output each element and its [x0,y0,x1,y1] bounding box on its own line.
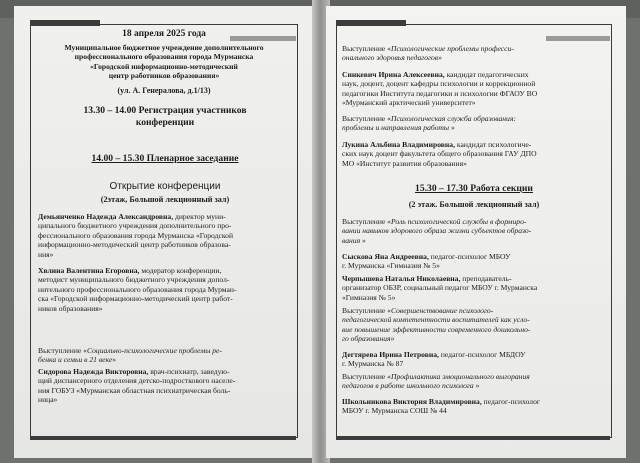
speaker-details: кандидат педагогических [444,70,529,79]
speaker-details: г. Мурманска № 87 [342,359,404,369]
speaker-details: «Мурманский арктический университет» [342,98,476,108]
talk-suffix: » [438,53,442,63]
speaker-details: педагог-психолог МБДОУ [438,350,526,359]
talk-title: Психологические проблемы професси- [390,44,514,53]
talk-prefix: Выступление « [342,306,391,315]
speaker-details: ских наук доцент факультета общего образования ГАУ ДПО [342,149,537,159]
talk-title: бенка и семьи в 21 веке [38,355,113,365]
speaker-name: Хвлина Валентина Егоровна, [38,266,140,275]
speaker-name: Сыскова Яна Андреевна, [342,252,429,261]
organizer-block [44,43,284,81]
talk-title: Роль психологической службы в формиро- [390,217,527,226]
decorative-bar [546,36,610,41]
speaker-details: щий диспансерного отделения детско-подросткового населе- [38,376,236,386]
speaker-details: «Гимназия № 5» [342,292,396,302]
talk-title: Психологическая служба образования: [390,114,516,123]
talk-title: вании навыков здорового образа жизни субъектов образо- [342,226,532,236]
speaker-details: ципального бюджетного учреждения дополнительного про- [38,221,232,231]
speaker-details: г. Мурманска «Гимназия № 5» [342,261,440,271]
speaker-entry [342,274,606,302]
talk-prefix: Выступление « [342,114,391,123]
talk-title: проблемы и направления работы [342,123,450,133]
opening-hall: (2этаж, Большой лекционный зал) [100,195,230,204]
talk-entry [342,217,606,245]
talk-title: Социально-психологические проблемы ре- [86,346,222,355]
registration-line: конференции [135,116,195,128]
opening-heading: Открытие конференции [109,181,221,192]
speaker-details: ния ГОБУЗ «Мурманская областная психиатрическая боль- [38,385,231,395]
speaker-name: Школьникова Виктория Владимировна, [342,397,482,406]
talk-title: Совершенствование психолого- [390,306,494,315]
talk-title: го образования [342,334,391,344]
decorative-bar [30,436,296,440]
speaker-name: Синкевич Ирина Алексеевна, [342,70,445,79]
speaker-details: ния» [38,249,54,259]
plenary-heading: 14.00 – 15.30 Пленарное заседание [91,153,239,164]
organizer-line: профессионального образования города Мурманска [74,52,254,62]
speaker-entry [342,350,606,369]
organizer-line: «Городской информационно-методический [90,61,238,71]
speaker-details: педагог-психолог МБОУ [428,252,511,261]
section-heading: 15.30 – 17.30 Работа секции [415,183,533,194]
talk-prefix: Выступление « [342,372,391,381]
decorative-bar [336,20,406,26]
section-hall: (2 этаж. Большой лекционный зал) [408,200,540,209]
speaker-details: информационно-методический центр работников образова- [38,240,231,250]
speaker-details: ница» [38,395,58,405]
speaker-details: ников образования» [38,303,103,313]
speaker-details: преподаватель- [460,274,512,283]
talk-title: педагогической компетентности воспитателей как усло- [342,315,530,325]
speaker-entry [38,266,296,313]
organizer-line: центр работников образования» [108,71,220,81]
speaker-details: наук, доцент, доцент кафедры психологии и коррекционной [342,79,536,89]
talk-entry [342,114,606,133]
talk-title: вие повышение эффективности современного дошкольно- [342,324,531,334]
speaker-details: врач-психиатр, заведую- [148,367,230,376]
speaker-name: Сидорова Надежда Викторовна, [38,367,149,376]
speaker-details: педагог-психолог [481,397,541,406]
speaker-details: МБОУ г. Мурманска СОШ № 44 [342,406,447,416]
speaker-details: организатор ОБЗР, социальный педагог МБОУ г. Мурманска [342,283,538,293]
talk-title: педагогов в работе школьного психолога [342,381,474,391]
talk-suffix: » [449,123,455,133]
talk-prefix: Выступление « [38,346,87,355]
speaker-details: кандидат психологиче- [454,140,532,149]
talk-entry [342,372,606,391]
talk-prefix: Выступление « [342,217,391,226]
decorative-bar [30,20,100,26]
organizer-line: Муниципальное бюджетное учреждение дополнительного [64,43,264,52]
event-date: 18 апреля 2025 года [122,29,206,39]
speaker-name: Лукина Альбина Владимировна, [342,140,455,149]
decorative-bar [336,436,610,440]
speaker-details: директор муни- [173,212,226,221]
speaker-details: модератор конференции, [139,266,222,275]
speaker-entry [342,397,606,416]
speaker-name: Черпышева Наталья Николаевна, [342,274,461,283]
registration-heading [40,105,290,128]
speaker-entry [342,70,606,108]
talk-suffix: » [390,334,395,344]
talk-suffix: » [473,381,480,391]
talk-prefix: Выступление « [342,44,391,53]
venue-address: (ул. А. Генералова, д.1/13) [117,86,211,95]
talk-title: вания [342,235,361,245]
speaker-details: фессионального образования города Мурманска «Городской [38,230,234,240]
speaker-name: Дегтярева Ирина Петровна, [342,350,439,359]
right-page [326,6,626,458]
talk-entry [342,306,606,344]
talk-suffix: » [112,355,117,365]
talk-entry [38,346,296,365]
talk-title: онального здоровья педагогов [342,53,439,63]
speaker-details: ска «Городской информационно-методический центр работ- [38,294,233,304]
speaker-details: нительного профессионального образования города Мурман- [38,284,237,294]
speaker-details: методист муниципального бюджетного учреждения допол- [38,275,230,285]
speaker-entry [342,140,606,168]
talk-title: Профилактика эмоционального выгорания [390,372,530,381]
speaker-name: Демьянченко Надежда Александровна, [38,212,174,221]
talk-entry [342,44,606,63]
speaker-entry [38,367,296,405]
speaker-entry [38,212,296,259]
talk-suffix: » [360,235,366,245]
registration-line: 13.30 – 14.00 Регистрация участников [83,105,247,116]
left-page [14,6,314,458]
speaker-details: МО «Институт развития образования» [342,158,467,168]
speaker-entry [342,252,606,271]
speaker-details: педагогики Института педагогики и психологии ФГАОУ ВО [342,88,538,98]
